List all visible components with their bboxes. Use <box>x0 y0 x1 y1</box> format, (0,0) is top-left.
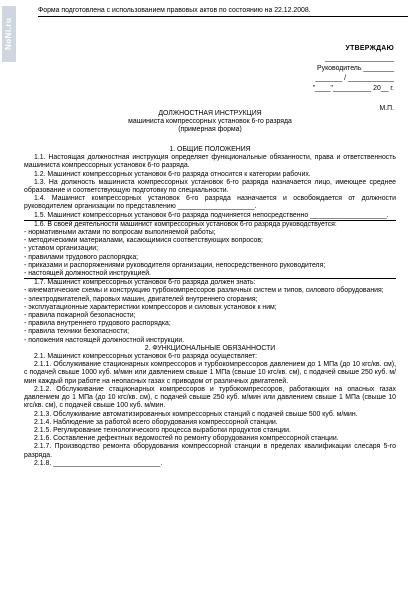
document-body <box>24 146 396 468</box>
paragraph-1-2: 1.2. Машинист компрессорных установок 6-го разряда относится к категории рабочих. <box>34 170 311 178</box>
paragraph-1-5: 1.5. Машинист компрессорных установок 6-го разряда подчиняется непосредственно ____________________. <box>24 212 396 221</box>
list-item: - правила техники безопасности; <box>24 328 129 336</box>
paragraph-1-7: 1.7. Машинист компрессорных установок 6-го разряда должен знать: <box>34 279 256 287</box>
list-item: - электродвигателей, паровых машин, двигателей внутреннего сгорания; <box>24 295 258 303</box>
list-item: - правила внутреннего трудового распорядка; <box>24 320 171 328</box>
paragraph-2-1-4: 2.1.4. Наблюдение за работой всего оборудования компрессорной станции. <box>34 418 278 426</box>
section-2-heading: 2. ФУНКЦИОНАЛЬНЫЕ ОБЯЗАННОСТИ <box>144 344 276 352</box>
paragraph-2-1-2: 2.1.2. Обслуживание стационарных компрессоров и турбокомпрессоров, работающих на опасных газах давлением до 1 МПа (до 10 кгс/кв. см), с подачей свыше 250 куб. м/мин или давлением свыше 1 МПа (свыше 10 кгс/кв. см), с подачей свыше 100 куб. м/мин. <box>24 385 396 410</box>
approval-line-2: Руководитель ________ <box>317 65 394 72</box>
list-item: - правилами трудового распорядка; <box>24 253 139 261</box>
list-item: - правила пожарной безопасности; <box>24 312 136 320</box>
stamp-place: М.П. <box>379 105 394 112</box>
paragraph-2-1-1: 2.1.1. Обслуживание стационарных компрессоров и турбокомпрессоров давлением до 1 МПа (до 10 кгс/кв. см), с подачей свыше 1000 куб. м/мин или давлением свыше 1 МПа (свыше 10 кгс/кв. см), с подачей свыше 250 куб. м/мин каждый при работе на неопасных газах с приводом от различных двигателей. <box>24 361 396 385</box>
paragraph-1-1: 1.1. Настоящая должностная инструкция определяет функциональные обязанности, права и ответственность машиниста компрессорных установок 6-го разряда. <box>24 154 396 170</box>
approval-line-1: __________________ <box>325 55 394 62</box>
list-item: - положения настоящей должностной инструкции. <box>24 336 185 344</box>
paragraph-2-1-3: 2.1.3. Обслуживание автоматизированных компрессорных станций с подачей свыше 500 куб. м/мин. <box>34 410 358 418</box>
paragraph-1-4: 1.4. Машинист компрессорных установок 6-го разряда назначается и освобождается от должности руководителем организации по представлению ____________________. <box>24 195 396 211</box>
paragraph-2-1-6: 2.1.6. Составление дефектных ведомостей по ремонту оборудования компрессорной станции. <box>34 435 339 443</box>
approval-line-3: _______ / ____________ <box>315 75 394 82</box>
list-item: - приказами и распоряжениями руководителя организации, непосредственного руководителя; <box>24 261 326 269</box>
approval-title: УТВЕРЖДАЮ <box>345 45 394 52</box>
paragraph-2-1-7: 2.1.7. Производство ремонта оборудования компрессорной станции в пределах квалификации слесаря 5-го разряда. <box>24 443 396 459</box>
list-item: - настоящей должностной инструкцией. <box>24 270 396 279</box>
list-item: - методическими материалами, касающимися соответствующих вопросов; <box>24 237 263 245</box>
watermark: NoNi.ru <box>2 6 16 62</box>
approval-date: "____"__________ 20__ г. <box>312 85 394 92</box>
paragraph-1-3: 1.3. На должность машиниста компрессорных установок 6-го разряда назначается лицо, имеющее среднее образование и соответствующую подготовку по специальности. <box>24 178 396 195</box>
list-item: - эксплуатационные характеристики компрессоров и силовых установок к ним; <box>24 303 277 311</box>
title-line-3: (примерная форма) <box>178 126 242 133</box>
title-line-1: ДОЛЖНОСТНАЯ ИНСТРУКЦИЯ <box>158 110 262 117</box>
paragraph-2-1-8: 2.1.8. ____________________________. <box>34 459 163 467</box>
paragraph-1-6: 1.6. В своей деятельности машинист компрессорных установок 6-го разряда руководствуется: <box>34 220 337 228</box>
header-note: Форма подготовлена с использованием правовых актов по состоянию на 22.12.2008. <box>38 7 408 17</box>
list-item: - нормативными актами по вопросам выполняемой работы; <box>24 229 216 237</box>
section-1-heading: 1. ОБЩИЕ ПОЛОЖЕНИЯ <box>169 146 251 153</box>
title-line-2: машиниста компрессорных установок 6-го разряда <box>128 118 292 125</box>
paragraph-2-1: 2.1. Машинист компрессорных установок 6-го разряда осуществляет: <box>34 353 258 361</box>
approval-block <box>264 44 394 114</box>
paragraph-2-1-5: 2.1.5. Регулирование технологического процесса выработки продуктов станции. <box>34 426 291 434</box>
document-title <box>24 110 396 134</box>
list-item: - уставом организации; <box>24 245 99 253</box>
list-item: - кинематические схемы и конструкцию турбокомпрессоров различных систем и типов, силового оборудования; <box>24 287 384 295</box>
